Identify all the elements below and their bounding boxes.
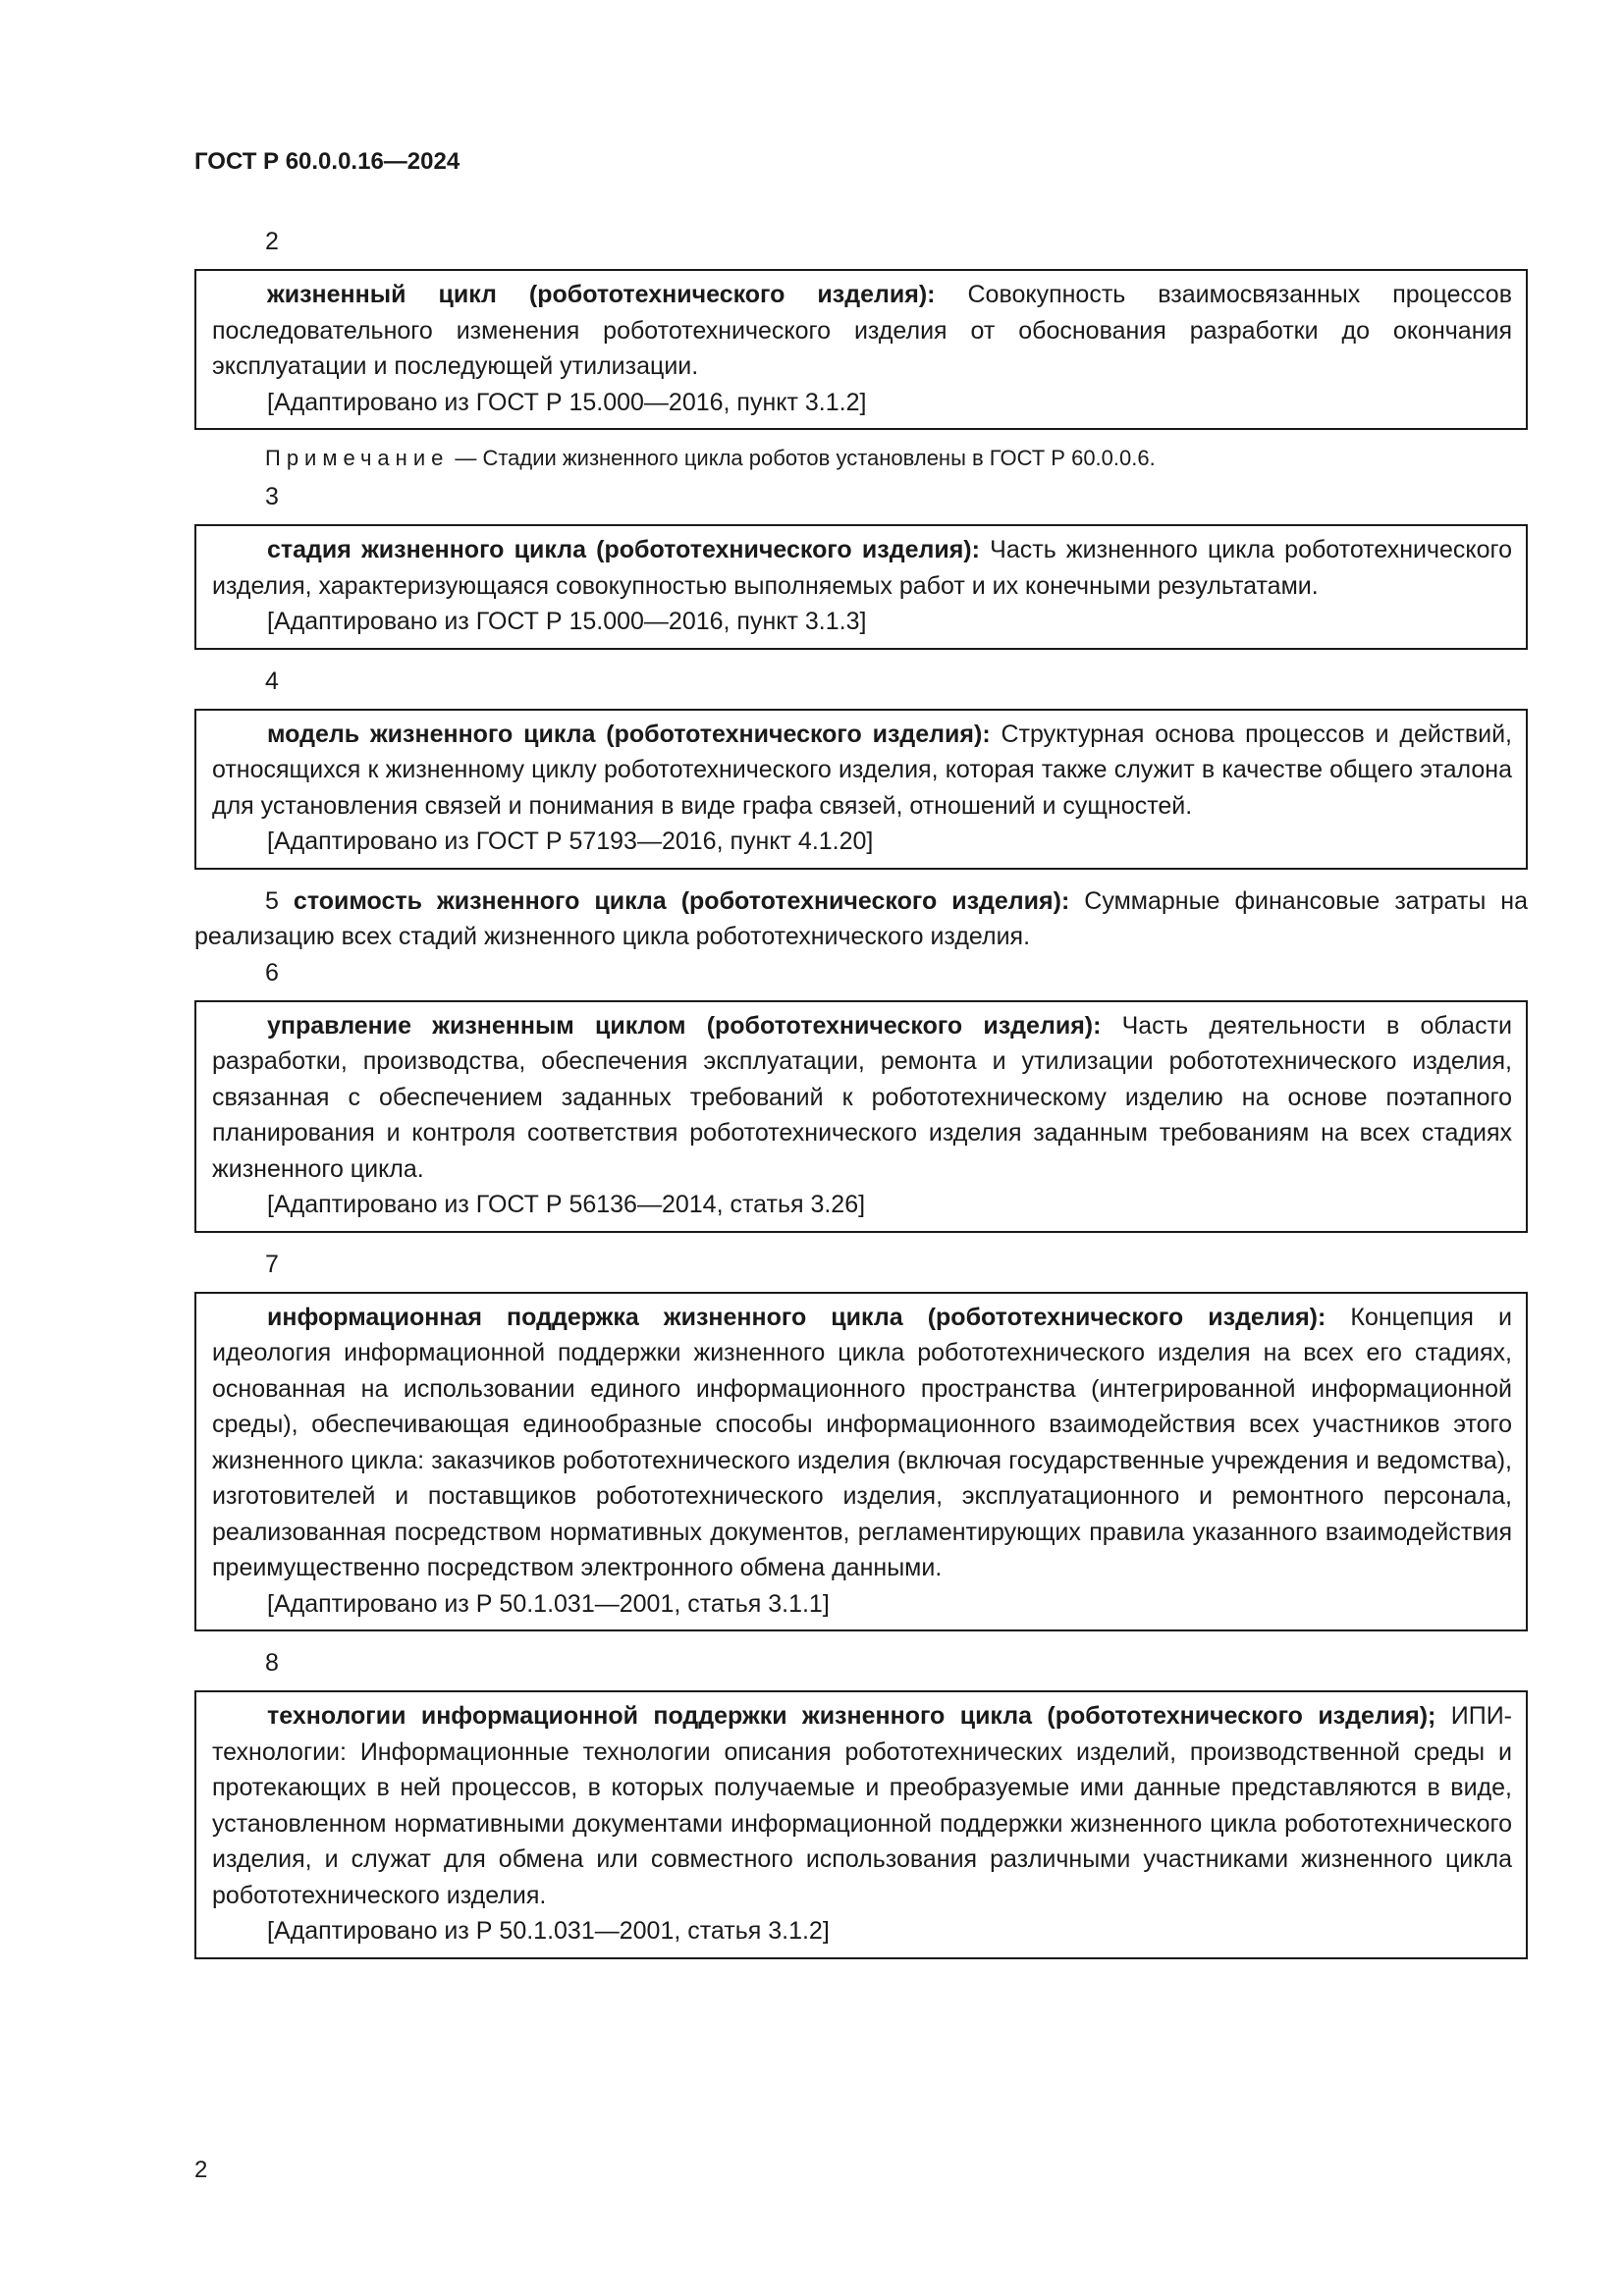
term-definition [212,1008,1512,1188]
term-number: 3 [265,483,279,510]
term-text: Суммарные финансовые затраты на реализацию всех стадий жизненного цикла робототехнического изделия. [194,886,1529,950]
terms-content [194,224,1528,1959]
term-number: 8 [265,1649,279,1677]
note-label: Примечание [265,446,450,470]
term-title: стоимость жизненного цикла (робототехнического изделия): [293,886,1070,915]
term-title: технологии информационной поддержки жизненного цикла (робототехнического изделия); [267,1702,1436,1730]
term-text: Структурная основа процессов и действий, относящихся к жизненному циклу робототехнического изделия, которая также служит в качестве общего эталона для установления связей и понимания в виде графа связей, отношений и сущностей. [212,720,1512,820]
term-box-life-cycle-model [194,709,1528,870]
term-number: 7 [265,1250,279,1278]
note-paragraph [194,442,1528,475]
term-box-life-cycle-stage [194,524,1528,650]
term-source: [Адаптировано из Р 50.1.031—2001, статья 3.1.2] [267,1917,830,1945]
term-text: Совокупность взаимосвязанных процессов последовательного изменения робототехнического изделия от обоснования разработки до окончания эксплуатации и последующей утилизации. [212,281,1512,380]
page-number: 2 [194,2157,208,2183]
term-paragraph-life-cycle-cost [194,883,1528,955]
term-title: информационная поддержка жизненного цикла (робототехнического изделия): [267,1303,1326,1331]
term-source: [Адаптировано из Р 50.1.031—2001, статья 3.1.1] [267,1589,830,1618]
term-number: 6 [265,958,279,987]
term-box-life-cycle-management [194,1000,1528,1233]
term-text: Часть деятельности в области разработки, производства, обеспечения эксплуатации, ремонта и утилизации робототехнического изделия, связанная с обеспечением заданных требований к робототехническому изделию на основе поэтапного планирования и контроля соответствия робототехнического изделия заданным требованиям на всех стадиях жизненного цикла. [212,1011,1512,1183]
note-text: — Стадии жизненного цикла роботов установлены в ГОСТ Р 60.0.0.6. [455,446,1156,470]
term-title: модель жизненного цикла (робототехнического изделия): [267,720,991,748]
term-text: ИПИ-технологии: Информационные технологии описания робототехнических изделий, производственной среды и протекающих в ней процессов, в которых получаемые и преобразуемые ими данные представляются в виде, установленном нормативными документами информационной поддержки жизненного цикла робототехнического изделия, и служат для обмена или совместного использования различными участниками жизненного цикла робототехнического изделия. [212,1702,1512,1909]
term-text: Часть жизненного цикла робототехнического изделия, характеризующаяся совокупностью выполняемых работ и их конечными результатами. [212,536,1512,600]
term-box-information-technologies [194,1690,1528,1959]
term-source: [Адаптировано из ГОСТ Р 56136—2014, статья 3.26] [267,1191,866,1218]
term-number: 5 [265,886,279,915]
term-source: [Адаптировано из ГОСТ Р 57193—2016, пункт 4.1.20] [267,828,874,855]
term-text: Концепция и идеология информационной поддержки жизненного цикла робототехнического изделия на всех его стадиях, основанная на использовании единого информационного пространства (интегрированной информационной среды), обеспечивающая единообразные способы информационного взаимодействия всех участников этого жизненного цикла: заказчиков робототехнического изделия (включая государственные учреждения и ведомства), изготовителей и поставщиков робототехнического изделия, эксплуатационного и ремонтного персонала, реализованная посредством нормативных документов, регламентирующих правила указанного взаимодействия преимущественно посредством электронного обмена данными. [212,1303,1512,1581]
term-source: [Адаптировано из ГОСТ Р 15.000—2016, пункт 3.1.3] [267,608,867,635]
document-code-header: ГОСТ Р 60.0.0.16—2024 [194,148,460,175]
term-definition [212,1698,1512,1913]
term-number: 2 [265,228,279,255]
term-title: жизненный цикл (робототехнического изделия): [267,281,936,308]
term-box-life-cycle [194,269,1528,430]
term-number: 4 [265,667,279,695]
term-title: стадия жизненного цикла (робототехнического изделия): [267,536,980,563]
term-definition [212,532,1512,604]
term-definition [212,1300,1512,1586]
term-definition [212,717,1512,825]
term-box-information-support [194,1292,1528,1632]
term-title: управление жизненным циклом (робототехнического изделия): [267,1011,1102,1040]
term-source: [Адаптировано из ГОСТ Р 15.000—2016, пункт 3.1.2] [267,388,867,416]
term-definition [212,277,1512,385]
